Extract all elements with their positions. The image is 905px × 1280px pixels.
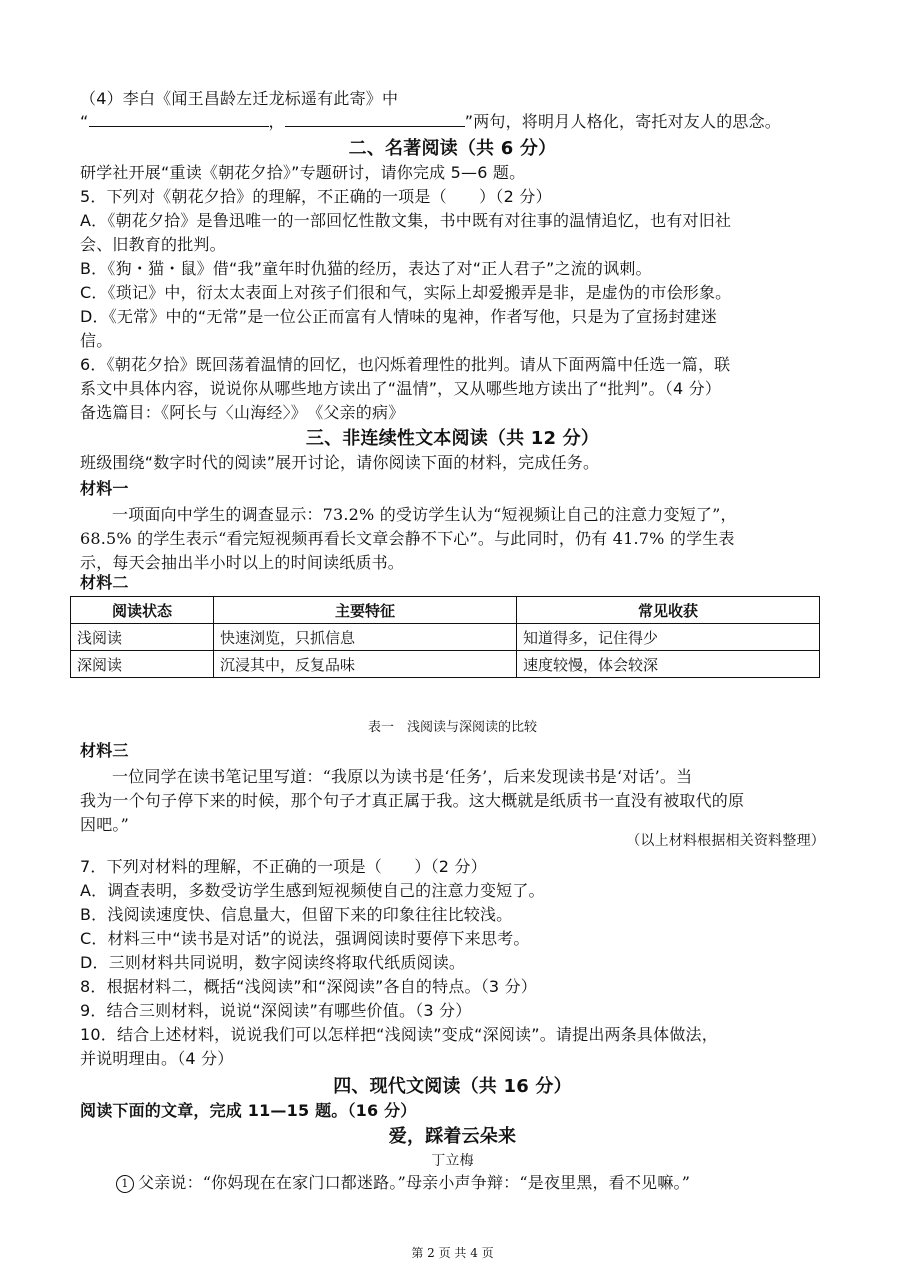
question-6-line1: 6．《朝花夕拾》既回荡着温情的回忆，也闪烁着理性的批判。请从下面两篇中任选一篇，联 (80, 355, 731, 374)
answer-blank-1[interactable] (89, 110, 269, 127)
q5-option-a-line2: 会、旧教育的批判。 (80, 235, 226, 254)
reading-comparison-table (70, 596, 820, 678)
q5-option-b: B．《狗・猫・鼠》借“我”童年时仇猫的经历，表达了对“正人君子”之流的讽刺。 (80, 259, 652, 278)
table-header: 阅读状态 (71, 597, 214, 624)
article-paragraph-1: 1 父亲说：“你妈现在在家门口都迷路。”母亲小声争辩：“是夜里黑，看不见嘛。” (80, 1172, 825, 1194)
question-9: 9．结合三则材料，说说“深阅读”有哪些价值。（3 分） (80, 1001, 472, 1020)
material-2-title: 材料二 (80, 573, 129, 592)
question-10-line2: 并说明理由。（4 分） (80, 1049, 234, 1068)
q5-option-d-line1: D．《无常》中的“无常”是一位公正而富有人情味的鬼神，作者写他，只是为了宣扬封建迷 (80, 307, 718, 326)
q5-option-d-line2: 信。 (80, 331, 113, 350)
sec2-intro: 研学社开展“重读《朝花夕拾》”专题研讨，请你完成 5—6 题。 (80, 163, 526, 182)
q7-option-b: B．浅阅读速度快、信息量大，但留下来的印象往往比较浅。 (80, 905, 513, 924)
section-2-title: 二、名著阅读（共 6 分） (348, 138, 557, 159)
article-title: 爱，踩着云朵来 (388, 1126, 517, 1147)
material-1-line1: 一项面向中学生的调查显示：73.2% 的受访学生认为“短视频让自己的注意力变短了”， (112, 505, 737, 524)
table-cell: 知道得多，记住得少 (517, 624, 820, 651)
material-3-line2: 我为一个句子停下来的时候，那个句子才真正属于我。这大概就是纸质书一直没有被取代的原 (80, 791, 745, 810)
material-1-line3: 示，每天会抽出半小时以上的时间读纸质书。 (80, 553, 405, 572)
question-5: 5．下列对《朝花夕拾》的理解，不正确的一项是（ ）（2 分） (80, 187, 552, 206)
q5-option-a-line1: A．《朝花夕拾》是鲁迅唯一的一部回忆性散文集，书中既有对往事的温情追忆，也有对旧社 (80, 211, 732, 230)
table-row (71, 624, 820, 651)
q7-option-a: A．调查表明，多数受访学生感到短视频使自己的注意力变短了。 (80, 881, 545, 900)
table-header: 主要特征 (214, 597, 517, 624)
section-3-title: 三、非连续性文本阅读（共 12 分） (305, 428, 600, 449)
table-caption: 表一 浅阅读与深阅读的比较 (367, 720, 537, 735)
section-4-title: 四、现代文阅读（共 16 分） (333, 1076, 572, 1097)
table-header-row (71, 597, 820, 624)
question-6-line2: 系文中具体内容，说说你从哪些地方读出了“温情”，又从哪些地方读出了“批判”。（4 分） (80, 379, 722, 398)
paragraph-number: 1 (116, 1175, 134, 1193)
table-cell: 深阅读 (71, 651, 214, 678)
table-header: 常见收获 (517, 597, 820, 624)
table-row (71, 651, 820, 678)
question-10-line1: 10．结合上述材料，说说我们可以怎样把“浅阅读”变成“深阅读”。请提出两条具体做法， (80, 1025, 718, 1044)
material-1-title: 材料一 (80, 479, 129, 498)
q4-line: （4）李白《闻王昌龄左迁龙标遥有此寄》中 (80, 89, 399, 108)
source-note: （以上材料根据相关资料整理） (626, 833, 825, 849)
table-cell: 浅阅读 (71, 624, 214, 651)
material-3-line3: 因吧。” (80, 815, 129, 834)
question-7: 7．下列对材料的理解，不正确的一项是（ ）（2 分） (80, 857, 487, 876)
table-cell: 快速浏览，只抓信息 (214, 624, 517, 651)
article-author: 丁立梅 (431, 1153, 474, 1169)
answer-blank-2[interactable] (285, 110, 465, 127)
material-1-line2: 68.5% 的学生表示“看完短视频再看长文章会静不下心”。与此同时，仍有 41.7% 的学生表 (80, 529, 735, 548)
q7-option-d: D．三则材料共同说明，数字阅读终将取代纸质阅读。 (80, 953, 466, 972)
q4-fill-line: “ ， ”两句，将明月人格化，寄托对友人的思念。 (80, 112, 781, 131)
material-3-line1: 一位同学在读书笔记里写道：“我原以为读书是‘任务’，后来发现读书是‘对话’。当 (112, 767, 693, 786)
question-8: 8．根据材料二，概括“浅阅读”和“深阅读”各自的特点。（3 分） (80, 977, 538, 996)
page-footer: 第 2 页 共 4 页 (411, 1246, 494, 1260)
material-3-title: 材料三 (80, 741, 129, 760)
q7-option-c: C．材料三中“读书是对话”的说法，强调阅读时要停下来思考。 (80, 929, 530, 948)
sec3-intro: 班级围绕“数字时代的阅读”展开讨论，请你阅读下面的材料，完成任务。 (80, 453, 600, 472)
q5-option-c: C．《琐记》中，衍太太表面上对孩子们很和气，实际上却爱搬弄是非，是虚伪的市侩形象。 (80, 283, 732, 302)
sec4-intro: 阅读下面的文章，完成 11—15 题。（16 分） (80, 1101, 417, 1120)
table-cell: 沉浸其中，反复品味 (214, 651, 517, 678)
table-cell: 速度较慢，体会较深 (517, 651, 820, 678)
question-6-options: 备选篇目：《阿长与〈山海经〉》 《父亲的病》 (80, 403, 405, 422)
